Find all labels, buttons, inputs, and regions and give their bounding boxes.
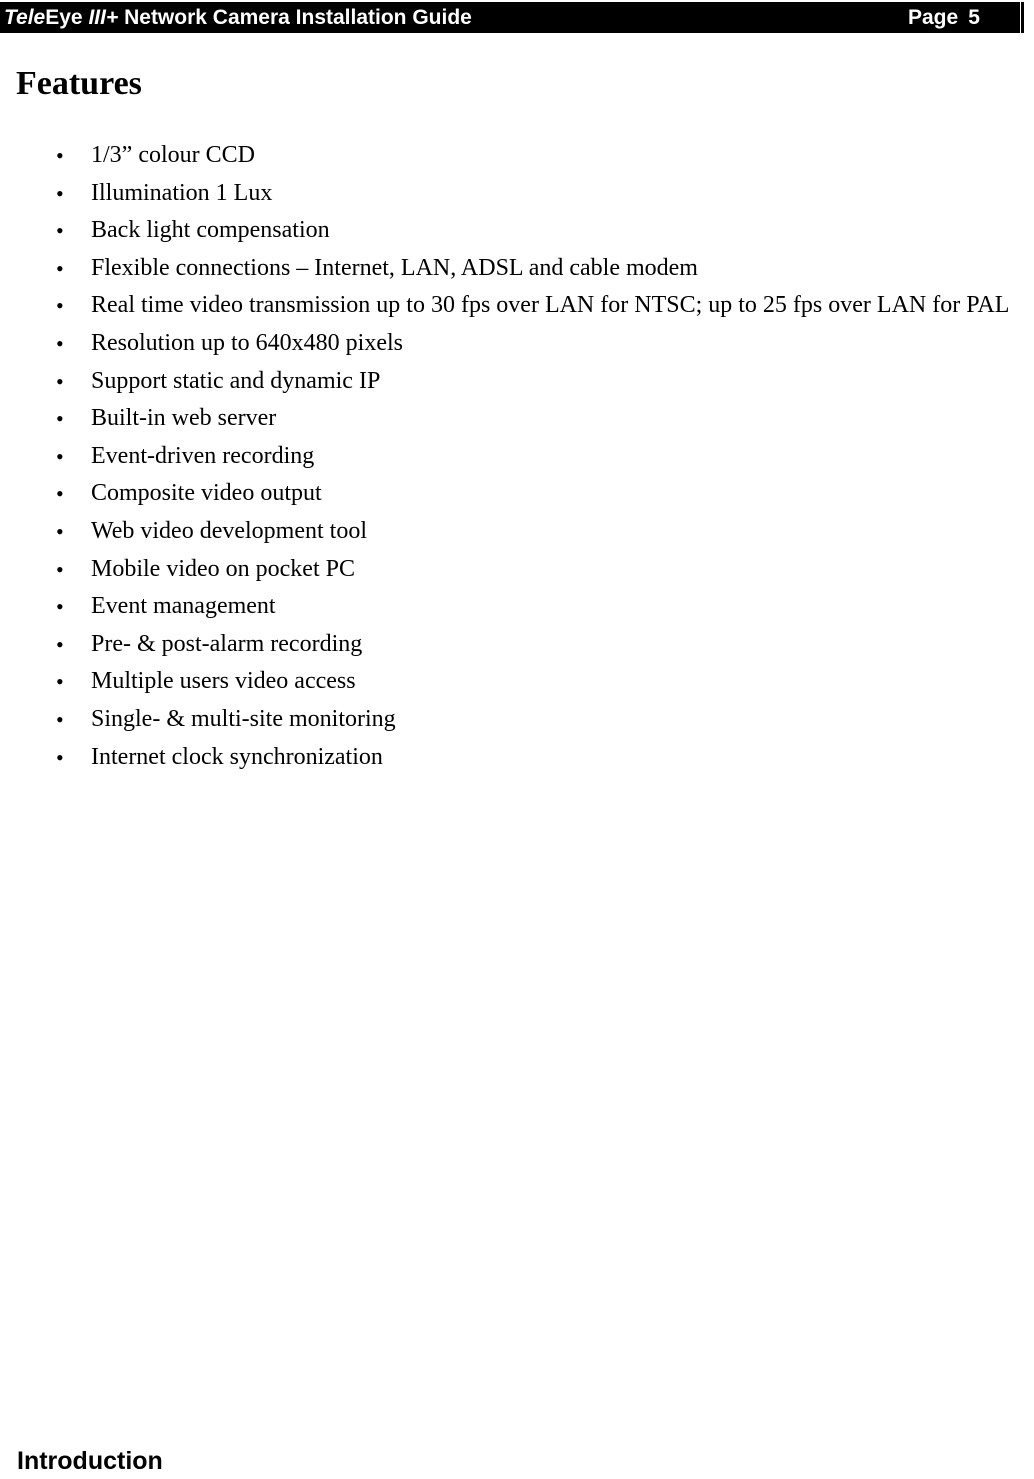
list-item bbox=[0, 438, 1020, 476]
list-item bbox=[0, 250, 1020, 288]
list-item-text: Illumination 1 Lux bbox=[91, 179, 273, 206]
list-item-text: Composite video output bbox=[91, 480, 322, 507]
bullet-icon: • bbox=[56, 180, 64, 206]
bullet-icon: • bbox=[56, 518, 64, 544]
page-indicator bbox=[908, 2, 980, 33]
list-item-text: Web video development tool bbox=[91, 517, 367, 544]
list-item-text: Flexible connections – Internet, LAN, ADSL and cable modem bbox=[91, 254, 698, 281]
list-item-text: Support static and dynamic IP bbox=[91, 367, 381, 394]
list-item bbox=[0, 212, 1020, 250]
brand-eye: Eye bbox=[45, 6, 83, 29]
list-item bbox=[0, 513, 1020, 551]
list-item bbox=[0, 663, 1020, 701]
list-item bbox=[0, 739, 1020, 777]
bullet-icon: • bbox=[56, 293, 64, 319]
list-item bbox=[0, 588, 1020, 626]
list-item bbox=[0, 325, 1020, 363]
introduction-heading: Introduction bbox=[17, 1447, 163, 1475]
bullet-icon: • bbox=[56, 406, 64, 432]
list-item-text: Mobile video on pocket PC bbox=[91, 555, 355, 582]
bullet-icon: • bbox=[56, 744, 64, 770]
bullet-icon: • bbox=[56, 481, 64, 507]
bullet-icon: • bbox=[56, 143, 64, 168]
bullet-icon: • bbox=[56, 556, 64, 582]
header-edge-bar bbox=[1021, 2, 1024, 33]
list-item bbox=[0, 626, 1020, 664]
list-item-text: Pre- & post-alarm recording bbox=[91, 630, 363, 657]
page-header bbox=[0, 2, 1020, 33]
list-item bbox=[0, 400, 1020, 438]
list-item bbox=[0, 701, 1020, 739]
bullet-icon: • bbox=[56, 218, 64, 244]
page-number: 5 bbox=[968, 6, 980, 29]
bullet-icon: • bbox=[56, 706, 64, 732]
list-item bbox=[0, 175, 1020, 213]
list-item-text: Internet clock synchronization bbox=[91, 743, 383, 770]
brand-model: III+ bbox=[88, 6, 119, 29]
list-item-text: Event-driven recording bbox=[91, 442, 315, 469]
list-item bbox=[0, 363, 1020, 401]
list-item bbox=[0, 475, 1020, 513]
bullet-icon: • bbox=[56, 669, 64, 695]
bullet-icon: • bbox=[56, 368, 64, 394]
list-item bbox=[0, 551, 1020, 589]
list-item-text: Back light compensation bbox=[91, 217, 330, 244]
list-item-text: Resolution up to 640x480 pixels bbox=[91, 329, 403, 356]
list-item-text: Built-in web server bbox=[91, 405, 277, 432]
list-item-text: Single- & multi-site monitoring bbox=[91, 705, 396, 732]
list-item-text: Real time video transmission up to 30 fps over LAN for NTSC; up to 25 fps over LAN for PAL bbox=[91, 292, 1010, 319]
bullet-icon: • bbox=[56, 255, 64, 281]
brand-tele: Tele bbox=[4, 6, 46, 29]
bullet-icon: • bbox=[56, 631, 64, 657]
list-item bbox=[0, 137, 1020, 175]
list-item-text: Multiple users video access bbox=[91, 668, 356, 695]
guide-title-text: Network Camera Installation Guide bbox=[124, 6, 472, 29]
list-item bbox=[0, 287, 1020, 325]
list-item-text: Event management bbox=[91, 593, 276, 620]
bullet-icon: • bbox=[56, 443, 64, 469]
page-label: Page bbox=[908, 6, 959, 29]
features-list bbox=[0, 137, 1020, 776]
bullet-icon: • bbox=[56, 594, 64, 620]
guide-title bbox=[4, 2, 472, 33]
list-item-text: 1/3” colour CCD bbox=[91, 142, 255, 168]
bullet-icon: • bbox=[56, 330, 64, 356]
section-title: Features bbox=[16, 65, 142, 102]
